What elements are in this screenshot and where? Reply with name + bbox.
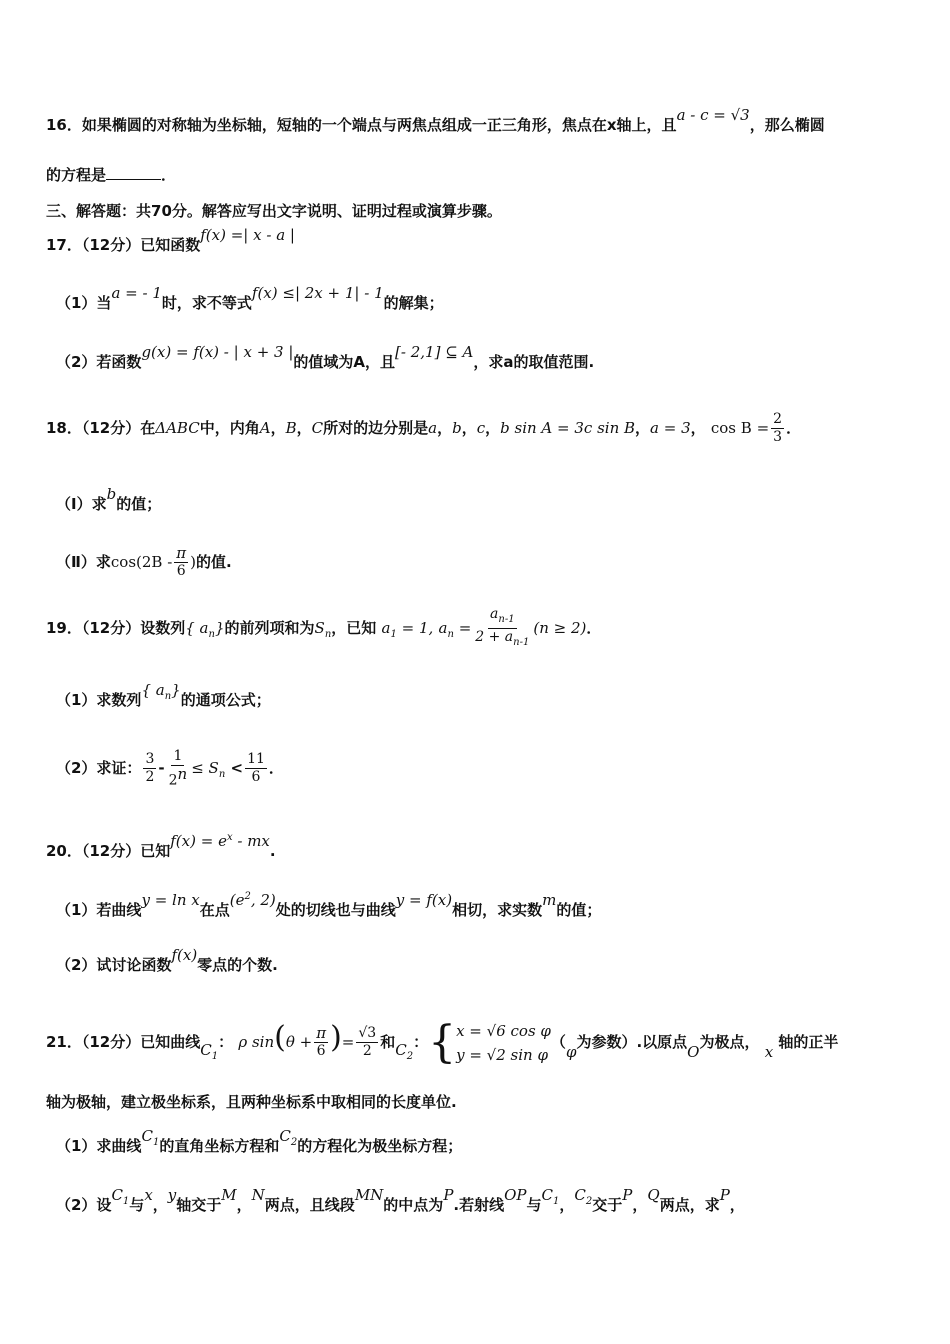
q21-lparen: ( (274, 1020, 286, 1055)
q20-p1-text: （1）若曲线 (56, 901, 142, 919)
q20-part1 (56, 891, 602, 920)
q18-side-c: c (476, 419, 486, 437)
q21-frac-r3 (356, 1025, 378, 1060)
q18-part2 (56, 544, 232, 580)
q19-seq-n: n (208, 628, 215, 640)
q17-p1-text-b: 时，求不等式 (161, 294, 252, 312)
q21-p2-C2-sub: 2 (585, 1196, 593, 1207)
q21-rho: ρ sin (238, 1033, 275, 1051)
q19-S-n: n (324, 628, 332, 640)
q18-text-b: 中，内角 (199, 419, 260, 437)
q21-p2-C1-C: C (111, 1186, 123, 1204)
answer-blank (106, 165, 161, 180)
q21-p2-comma2: ， (236, 1196, 252, 1214)
q21-two: 2 (362, 1043, 372, 1059)
q21-x: x (764, 1043, 774, 1061)
q21-p2-text-d: 两点，且线段 (264, 1196, 355, 1214)
q16-line1 (46, 106, 825, 135)
q21-p1-text: （1）求曲线 (56, 1137, 142, 1155)
q18-side-a: a (428, 419, 438, 437)
q19-den-sub: n-1 (513, 636, 530, 648)
q17-p2-text: （2）若函数 (56, 353, 142, 371)
q19-le-S: ≤ S (191, 759, 219, 777)
q18-end: ． (786, 419, 802, 437)
q20-func-a: f(x) = e (170, 832, 227, 850)
q18-frac-den: 3 (773, 429, 783, 445)
q21-p2-text-e: 的中点为 (383, 1196, 444, 1214)
q21-p2-comma1: ， (152, 1196, 168, 1214)
q20-p1-text-c: 处的切线也与曲线 (275, 901, 396, 919)
q18-p2-text: （Ⅱ）求 (56, 553, 111, 571)
q19-frac1 (143, 751, 156, 786)
q19-seq (185, 618, 225, 640)
q20-p1-end: 的值； (556, 901, 602, 919)
q21-p2-C1 (111, 1186, 130, 1207)
q21-p1-C1-sub: 1 (152, 1137, 160, 1148)
q21-pole: 为极点， (699, 1033, 760, 1051)
q21-head (46, 1012, 839, 1068)
q17-p1-text: （1）当 (56, 294, 112, 312)
q21-p1-C1 (141, 1127, 160, 1148)
q21-part1 (56, 1127, 463, 1163)
q19-frac (473, 606, 531, 651)
q19-seq-close: } (214, 618, 225, 637)
q21-row2: y = √2 sin φ (456, 1045, 548, 1064)
q18-p2-frac (174, 545, 188, 580)
q17-p2-end: ，求a的取值范围. (473, 353, 595, 371)
q18-side-b: b (452, 419, 462, 437)
q19-p1-seq-n: n (164, 691, 172, 702)
q21-param: 为参数）.以原点 (576, 1033, 688, 1051)
q21-p2-OP: OP (504, 1186, 527, 1204)
q18-p1-end: 的值； (116, 495, 162, 513)
q17-p1-math: a = - 1 (111, 284, 162, 302)
q21-p2-MN: MN (354, 1186, 384, 1204)
q19-sn-n: n (218, 769, 226, 780)
q19-S: S (314, 618, 325, 637)
q19-text: 19．（12分）设数列 (46, 618, 186, 637)
q19-head (46, 606, 601, 655)
q21-colon2: ： (413, 1033, 429, 1051)
q21-p1-text-b: 的直角坐标方程和 (159, 1137, 280, 1155)
q18-A: A (259, 419, 271, 437)
q21-p2-C1b (541, 1186, 560, 1207)
q18-head: 18．（12分）在ΔABC中，内角A，B，C所对的边分别是a，b，c，b sin A = 3c sin B，a = 3， cos B = $\frac{2}{3}$ ． (46, 411, 802, 445)
q18-p2-pi: π (176, 544, 187, 562)
q18-eq1: b sin A = 3c sin B (500, 419, 636, 437)
q20-pt-a: (e (229, 891, 245, 909)
q19-frac1-den: 2 (145, 769, 155, 785)
q21-p2-text-c: 轴交于 (176, 1196, 222, 1214)
q20-p1-curve: y = ln x (141, 891, 200, 909)
q20-end: . (269, 842, 276, 860)
q18-p2-cos: cos(2B - (110, 553, 173, 571)
q17-p1-ineq: f(x) ≤| 2x + 1| - 1 (251, 284, 384, 302)
q18-text: 18．（12分）在 (46, 419, 156, 437)
q16-math: a - c = √3 (676, 106, 750, 124)
q20-p2-end: 零点的个数. (197, 956, 278, 974)
q21-p2-text-f: .若射线 (453, 1196, 505, 1214)
q18-frac-num: 2 (773, 411, 783, 427)
q21-p2-C2-C: C (574, 1186, 586, 1204)
q21-theta: θ + (285, 1033, 313, 1051)
q20-p2-fx: f(x) (171, 946, 198, 964)
q21-O: O (687, 1043, 700, 1061)
q21-frac-pi (314, 1025, 328, 1060)
q16-text: 16．如果椭圆的对称轴为坐标轴，短轴的一个端点与两焦点组成一正三角形，焦点在x轴上，且 (46, 116, 677, 134)
q19-a1-a: a (381, 618, 391, 637)
q21-p2-text-g: 与 (526, 1196, 542, 1214)
q20-p1-curve2: y = f(x) (395, 891, 453, 909)
q21-row1: x = √6 cos φ (456, 1021, 551, 1040)
q20-text: 20．（12分）已知 (46, 842, 171, 860)
q18-C: C (311, 419, 324, 437)
q21-p2-comma4: ， (632, 1196, 648, 1214)
q21-p2-text-i: 两点，求 (659, 1196, 720, 1214)
q19-p2-end: ． (268, 759, 284, 777)
q18-p1-text: （Ⅰ）求 (56, 495, 107, 513)
q19-den-a: 2 + a (475, 628, 514, 645)
q21-C1-C: C (200, 1041, 212, 1059)
q21-six: 6 (316, 1043, 326, 1059)
q21-p2-text: （2）设 (56, 1196, 112, 1214)
q17-func: f(x) =| x - a | (200, 226, 295, 244)
q18-frac (771, 411, 784, 446)
q17-part1 (56, 284, 444, 313)
q19-p1-text: （1）求数列 (56, 691, 142, 709)
q17-p2-text-b: 的值域为A，且 (293, 353, 396, 371)
q21-p1-end: 的方程化为极坐标方程； (297, 1137, 463, 1155)
q21-brace: { (428, 1016, 457, 1068)
q19-a1-eq: = 1, (401, 618, 434, 637)
q18-part1 (56, 485, 162, 514)
q21-phi: φ (565, 1043, 577, 1061)
q21-colon: ： (218, 1033, 234, 1051)
q18-triangle: ΔABC (155, 419, 200, 437)
q21-p2-end: ， (729, 1196, 745, 1214)
q21-p2-C1b-C: C (541, 1186, 553, 1204)
q17-head (46, 226, 295, 255)
q21-p1-C2 (279, 1127, 298, 1148)
q21-and: 和 (380, 1033, 396, 1051)
q21-C1 (200, 1041, 219, 1062)
q19-sn (191, 759, 226, 780)
q21-C2-C: C (395, 1041, 407, 1059)
q18-eq2: a = 3 (650, 419, 691, 437)
q19-frac3 (245, 751, 267, 786)
q21-eq: = (341, 1033, 355, 1051)
q21-part2 (56, 1186, 745, 1222)
q21-C1-sub: 1 (211, 1051, 219, 1062)
q19-an-n: n (447, 628, 454, 640)
q18-p2-end: 的值. (196, 553, 232, 571)
q17-p2-set: [- 2,1] ⊆ A (395, 343, 474, 361)
q19-sum (314, 618, 332, 640)
q21-p2-C1-sub: 1 (122, 1196, 130, 1207)
q21-rows (456, 1019, 551, 1067)
q21-p1-C2-C: C (279, 1127, 291, 1145)
q20-pt-exp: 2 (244, 891, 251, 902)
q21-lp: （ (550, 1033, 566, 1051)
q19-frac3-den: 6 (251, 769, 261, 785)
q19-num-a: a (490, 606, 499, 622)
q20-p2-text: （2）试讨论函数 (56, 956, 172, 974)
q20-func (170, 832, 270, 850)
q20-p1-text-b: 在点 (199, 901, 230, 919)
q21-p1-C1-C: C (141, 1127, 153, 1145)
q20-part2 (56, 946, 278, 975)
q18-cosB: cos B = (710, 419, 770, 437)
q19-part2: （2）求证： $\frac{3}{2}$ - $\frac{1}{2^n}$ ≤ $S_n$ < $\frac{11}{6}$ ． (56, 747, 284, 789)
q21-p2-M: M (221, 1186, 237, 1204)
q21-axis: 轴的正半 (778, 1033, 839, 1051)
q19-num-sub: n-1 (498, 613, 515, 625)
q19-a1 (381, 618, 434, 640)
q19-an-a: a (438, 618, 448, 637)
q20-p1-m: m (542, 891, 557, 909)
q16-text-c: 的方程是 (46, 166, 107, 184)
q19-p1-seq-close: } (171, 681, 181, 699)
q19-frac2-num: 1 (173, 747, 183, 764)
q19-frac2-pow: n (177, 764, 188, 783)
q16-line2 (46, 165, 176, 185)
q18-p1-b: b (106, 485, 117, 503)
q17-head-text: 17．（12分）已知函数 (46, 236, 201, 254)
q19-frac1-num: 3 (145, 751, 155, 767)
q19-frac-den (473, 629, 531, 651)
q18-text-c: 所对的边分别是 (323, 419, 429, 437)
q21-C2 (395, 1041, 414, 1062)
q21-p2-C1b-sub: 1 (553, 1196, 560, 1207)
q21-p2-N: N (251, 1186, 265, 1204)
q21-p2-y: y (167, 1186, 177, 1204)
q19-text-b: 的前列项和为 (224, 618, 315, 637)
q21-p1-C2-sub: 2 (290, 1137, 298, 1148)
q21-p2-P: P (443, 1186, 454, 1204)
section-title: 三、解答题：共70分。解答应写出文字说明、证明过程或演算步骤。 (46, 202, 502, 220)
q21-pi: π (316, 1024, 327, 1042)
q16-end: ． (161, 166, 177, 184)
q19-p2-text: （2）求证： (56, 759, 142, 777)
q19-frac2-den (167, 766, 190, 790)
q19-frac-num (488, 606, 517, 629)
q18-p2-six: 6 (176, 563, 186, 579)
q18-B: B (285, 419, 297, 437)
q19-end: ． (586, 618, 602, 637)
q19-lt: < (230, 759, 244, 777)
q19-p1-end: 的通项公式； (180, 691, 271, 709)
q20-p1-text-d: 相切，求实数 (452, 901, 543, 919)
q17-part2 (56, 343, 595, 372)
q21-p2-C2 (574, 1186, 593, 1207)
q21-p2-P2: P (622, 1186, 633, 1204)
q19-seq-a: { a (185, 618, 209, 637)
q21-p2-x: x (144, 1186, 153, 1204)
q16-text-b: ，那么椭圆 (749, 116, 825, 134)
q19-frac2-base: 2 (168, 772, 178, 789)
q21-system (428, 1016, 551, 1068)
q19-part1 (56, 681, 271, 717)
q20-func-b: - mx (237, 832, 270, 850)
q21-text: 21．（12分）已知曲线 (46, 1033, 201, 1051)
q19-a1-sub: 1 (390, 628, 397, 640)
q21-C2-sub: 2 (406, 1051, 414, 1062)
q19-cond: (n ≥ 2) (533, 618, 587, 637)
q18-p2-close: ) (190, 553, 196, 571)
q17-p2-math: g(x) = f(x) - | x + 3 | (141, 343, 294, 361)
q20-pt-b: , 2) (250, 891, 276, 909)
q21-p2-text-h: 交于 (592, 1196, 623, 1214)
q19-p1-seq (141, 681, 181, 702)
q19-frac2 (167, 748, 190, 790)
q19-an-eq: $a_n$ = (438, 618, 472, 640)
q21-p2-Q: Q (647, 1186, 660, 1204)
q20-head (46, 832, 276, 861)
q17-p1-end: 的解集； (383, 294, 444, 312)
q21-rparen: ) (330, 1020, 342, 1055)
q21-p2-text-b: 与 (129, 1196, 145, 1214)
q19-p1-seq-a: { a (141, 681, 165, 699)
q21-r3: √3 (358, 1025, 377, 1041)
q19-text-c: ，已知 (331, 618, 377, 637)
q21-p2-comma3: ， (559, 1196, 575, 1214)
q21-p2-P3: P (719, 1186, 730, 1204)
q20-p1-point (230, 891, 276, 909)
q20-func-exp: x (226, 832, 233, 843)
q19-frac3-num: 11 (247, 751, 265, 767)
q21-line2: 轴为极轴，建立极坐标系，且两种坐标系中取相同的长度单位. (46, 1093, 457, 1111)
